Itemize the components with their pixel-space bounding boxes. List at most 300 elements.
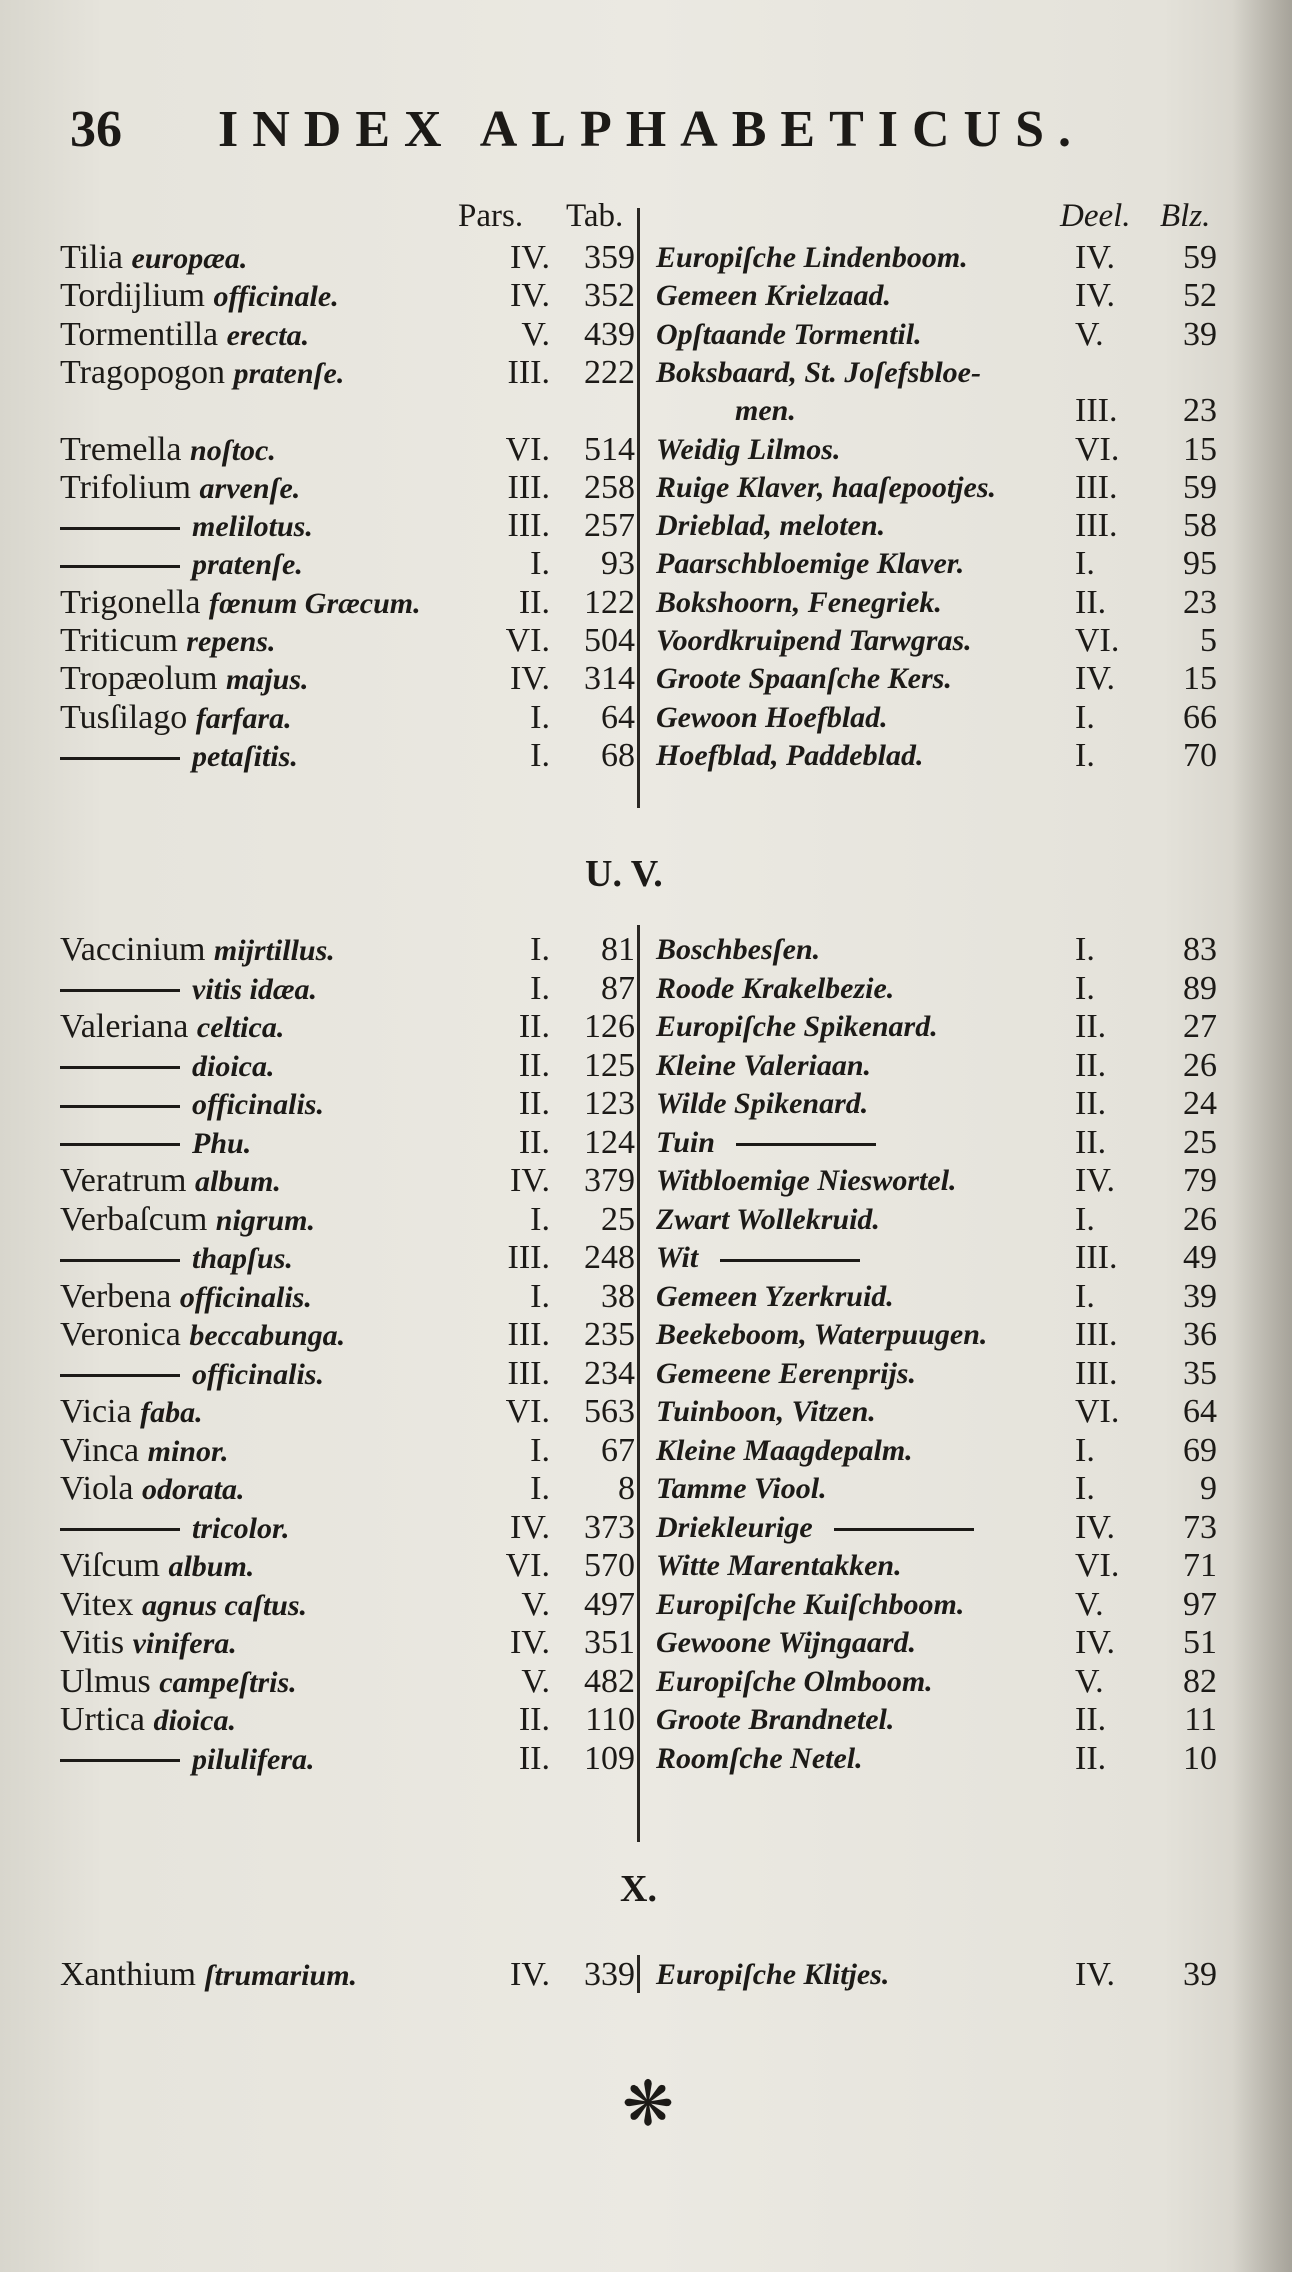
- index-row: [0, 1123, 1292, 1163]
- tab-value: 314: [584, 660, 635, 698]
- dutch-name: Gemeene Eerenprijs.: [656, 1356, 916, 1390]
- deel-value: V.: [1075, 1662, 1104, 1700]
- genus: Tropæolum: [60, 660, 218, 698]
- blz-value: 73: [1183, 1508, 1217, 1546]
- blz-value: 66: [1183, 698, 1217, 736]
- deel-value: I.: [1075, 698, 1095, 736]
- deel-value: IV.: [1075, 239, 1115, 276]
- dutch-name: Gemeen Yzerkruid.: [656, 1279, 894, 1313]
- species: mijrtillus.: [213, 934, 335, 967]
- dutch-name: Witte Marentakken.: [656, 1549, 902, 1582]
- pars-value: II.: [518, 583, 550, 621]
- species: agnus caſtus.: [142, 1588, 308, 1622]
- index-row: [0, 659, 1292, 699]
- ditto-dash: [60, 1528, 180, 1531]
- deel-value: IV.: [1075, 660, 1115, 698]
- blz-value: 15: [1183, 660, 1217, 698]
- latin-name: [60, 1585, 307, 1626]
- tab-value: 64: [601, 698, 635, 736]
- species: petaſitis.: [192, 739, 298, 773]
- latin-name: [60, 1084, 324, 1125]
- tab-value: 124: [584, 1123, 635, 1161]
- latin-name: [60, 1700, 236, 1741]
- ditto-dash: [60, 1259, 180, 1262]
- latin-name: [60, 1123, 251, 1164]
- pars-value: III.: [507, 1316, 550, 1353]
- index-row: [0, 1508, 1292, 1548]
- blz-value: 71: [1183, 1547, 1217, 1584]
- dutch-name: Voordkruipend Tarwgras.: [656, 624, 972, 657]
- index-row: [0, 1623, 1292, 1663]
- latin-name: [60, 1315, 345, 1356]
- tab-value: 8: [618, 1470, 635, 1507]
- ditto-dash: [60, 1374, 180, 1377]
- genus: Tremella: [60, 430, 182, 468]
- pars-value: I.: [530, 1277, 550, 1315]
- page-number: 36: [70, 101, 122, 158]
- latin-name: [60, 736, 298, 777]
- pars-value: IV.: [510, 1956, 550, 1993]
- deel-value: II.: [1075, 1046, 1107, 1084]
- dutch-name: Drieblad, meloten.: [656, 509, 886, 543]
- genus: Vaccinium: [60, 931, 206, 968]
- latin-name: [60, 276, 339, 317]
- pars-value: V.: [521, 1662, 550, 1700]
- latin-name: [60, 1546, 254, 1587]
- ditto-dash: [60, 1066, 180, 1069]
- ditto-dash: [60, 1143, 180, 1146]
- latin-name: [60, 353, 344, 394]
- deel-value: IV.: [1075, 1508, 1115, 1546]
- deel-value: II.: [1075, 1739, 1107, 1777]
- tab-value: 93: [601, 545, 635, 583]
- index-row: [0, 969, 1292, 1009]
- latin-name: [60, 468, 300, 509]
- tab-value: 497: [584, 1585, 635, 1623]
- index-row: [0, 468, 1292, 508]
- pars-value: II.: [518, 1008, 550, 1045]
- ditto-dash: [60, 565, 180, 568]
- latin-name: [60, 1238, 293, 1279]
- ditto-dash: [60, 1105, 180, 1108]
- pars-value: I.: [530, 1200, 550, 1238]
- species: dioica.: [192, 1049, 275, 1083]
- species: repens.: [186, 625, 276, 658]
- dutch-name: Bokshoorn, Fenegriek.: [656, 585, 942, 619]
- genus: Vitex: [60, 1585, 134, 1623]
- species: melilotus.: [192, 510, 313, 544]
- blz-value: 24: [1183, 1085, 1217, 1122]
- latin-name: [60, 1955, 357, 1996]
- blz-value: 23: [1183, 392, 1217, 430]
- deel-value: V.: [1075, 315, 1104, 353]
- pars-value: IV.: [510, 239, 550, 276]
- ornament-fleuron: ❋: [622, 2067, 674, 2140]
- index-row: [0, 1277, 1292, 1317]
- dutch-name: Europiſche Spikenard.: [656, 1010, 938, 1043]
- dutch-name: Tamme Viool.: [656, 1472, 827, 1505]
- index-row: [0, 391, 1292, 431]
- pars-value: IV.: [510, 1508, 550, 1546]
- blz-value: 89: [1183, 969, 1217, 1007]
- dutch-name: Europiſche Lindenboom.: [656, 241, 968, 274]
- deel-value: IV.: [1075, 1624, 1115, 1661]
- latin-name: [60, 583, 421, 624]
- running-header: [70, 100, 1120, 160]
- tab-value: 234: [584, 1354, 635, 1392]
- tab-value: 373: [584, 1508, 635, 1546]
- genus: Veratrum: [60, 1162, 187, 1199]
- blz-value: 97: [1183, 1585, 1217, 1623]
- pars-value: I.: [530, 931, 550, 968]
- pars-value: I.: [530, 969, 550, 1007]
- blz-value: 52: [1183, 277, 1217, 315]
- deel-value: III.: [1075, 392, 1118, 430]
- latin-name: [60, 1469, 245, 1510]
- pars-value: II.: [518, 1739, 550, 1777]
- tab-value: 125: [584, 1046, 635, 1084]
- index-row: [0, 315, 1292, 355]
- latin-name: [60, 1508, 290, 1549]
- deel-value: IV.: [1075, 1162, 1115, 1199]
- dutch-name: Zwart Wollekruid.: [656, 1202, 880, 1236]
- deel-value: IV.: [1075, 277, 1115, 315]
- deel-value: I.: [1075, 931, 1095, 968]
- latin-name: [60, 621, 275, 662]
- latin-name: [60, 1046, 275, 1087]
- genus: Triticum: [60, 622, 178, 659]
- species: pratenſe.: [192, 548, 303, 582]
- species: dioica.: [153, 1704, 236, 1737]
- pars-value: IV.: [510, 1162, 550, 1199]
- latin-name: [60, 1392, 203, 1433]
- deel-value: II.: [1075, 1085, 1107, 1122]
- species: fœnum Græcum.: [208, 586, 421, 620]
- pars-value: I.: [530, 736, 550, 774]
- dutch-name: Tuin: [656, 1123, 876, 1163]
- pars-value: I.: [530, 1431, 550, 1469]
- tab-value: 504: [584, 622, 635, 659]
- species: minor.: [147, 1434, 229, 1468]
- species: ſtrumarium.: [204, 1959, 358, 1992]
- genus: Viola: [60, 1470, 134, 1507]
- tab-value: 235: [584, 1316, 635, 1353]
- latin-name: [60, 969, 317, 1010]
- latin-name: [60, 1431, 229, 1472]
- blz-value: 49: [1183, 1239, 1217, 1276]
- index-row: [0, 1585, 1292, 1625]
- dutch-name: Boschbesſen.: [656, 933, 821, 966]
- species: erecta.: [226, 318, 310, 352]
- index-row: [0, 1662, 1292, 1702]
- genus: Urtica: [60, 1701, 145, 1738]
- pars-value: III.: [507, 1239, 550, 1276]
- pars-value: III.: [507, 1354, 550, 1392]
- deel-value: III.: [1075, 507, 1118, 545]
- genus: Valeriana: [60, 1008, 189, 1045]
- deel-value: I.: [1075, 1470, 1095, 1507]
- species: pilulifera.: [192, 1742, 315, 1776]
- blz-value: 95: [1183, 545, 1217, 583]
- index-row: [0, 1955, 1292, 1995]
- latin-name: [60, 1161, 281, 1202]
- genus: Tilia: [60, 239, 124, 276]
- species: odorata.: [142, 1473, 245, 1506]
- deel-value: I.: [1075, 969, 1095, 1007]
- dutch-name: Driekleurige: [656, 1508, 974, 1548]
- deel-value: III.: [1075, 1354, 1118, 1392]
- dutch-name: Boksbaard, St. Joſefsbloe-: [656, 355, 981, 389]
- species: arvenſe.: [199, 471, 301, 505]
- blz-value: 69: [1183, 1431, 1217, 1469]
- latin-name: [60, 1200, 315, 1241]
- dutch-name: Wilde Spikenard.: [656, 1087, 869, 1120]
- deel-value: VI.: [1075, 430, 1120, 468]
- species: officinalis.: [192, 1357, 324, 1391]
- blz-value: 35: [1183, 1354, 1217, 1392]
- genus: Veronica: [60, 1316, 181, 1353]
- index-row: [0, 430, 1292, 470]
- deel-value: V.: [1075, 1585, 1104, 1623]
- dutch-name: Paarschbloemige Klaver.: [656, 547, 965, 581]
- index-row: [0, 698, 1292, 738]
- tab-value: 339: [584, 1956, 635, 1993]
- dutch-name: Wit: [656, 1238, 860, 1278]
- pars-header: Pars.: [458, 198, 524, 234]
- latin-name: [60, 315, 309, 356]
- latin-name: [60, 1662, 297, 1703]
- index-row: [0, 238, 1292, 278]
- index-row: [0, 621, 1292, 661]
- tab-value: 570: [584, 1547, 635, 1584]
- pars-value: V.: [521, 315, 550, 353]
- dutch-name: Europiſche Klitjes.: [656, 1958, 890, 1991]
- deel-header: Deel.: [1060, 198, 1131, 234]
- dutch-name: Witbloemige Nieswortel.: [656, 1164, 957, 1197]
- blz-value: 25: [1183, 1123, 1217, 1161]
- latin-name: [60, 238, 247, 279]
- deel-value: III.: [1075, 468, 1118, 506]
- ditto-dash: [60, 1759, 180, 1762]
- genus: Tordijlium: [60, 277, 205, 315]
- deel-value: VI.: [1075, 1393, 1120, 1430]
- species: Phu.: [192, 1126, 252, 1160]
- pars-value: III.: [507, 468, 550, 506]
- blz-value: 36: [1183, 1316, 1217, 1353]
- deel-value: I.: [1075, 1431, 1095, 1469]
- dutch-name: Groote Spaanſche Kers.: [656, 662, 952, 696]
- species: beccabunga.: [189, 1319, 346, 1352]
- species: album.: [168, 1550, 255, 1583]
- index-row: [0, 736, 1292, 776]
- ditto-dash: [60, 527, 180, 530]
- dutch-name: Hoefblad, Paddeblad.: [656, 738, 924, 772]
- ditto-dash: [60, 989, 180, 992]
- species: vinifera.: [132, 1627, 237, 1660]
- blz-value: 70: [1183, 736, 1217, 774]
- dutch-name: Kleine Valeriaan.: [656, 1048, 872, 1082]
- index-row: [0, 1238, 1292, 1278]
- index-row: [0, 276, 1292, 316]
- tab-value: 123: [584, 1085, 635, 1122]
- species: officinalis.: [179, 1280, 312, 1314]
- tab-value: 109: [584, 1739, 635, 1777]
- blz-value: 15: [1183, 430, 1217, 468]
- dutch-name: Europiſche Olmboom.: [656, 1664, 933, 1698]
- latin-name: [60, 544, 303, 585]
- pars-value: I.: [530, 698, 550, 736]
- tab-value: 352: [584, 277, 635, 315]
- dutch-name: Tuinboon, Vitzen.: [656, 1395, 876, 1428]
- dutch-name: Ruige Klaver, haaſepootjes.: [656, 470, 996, 504]
- pars-value: I.: [530, 1470, 550, 1507]
- section-letter-uv: U. V.: [585, 853, 663, 895]
- genus: Vinca: [60, 1431, 140, 1469]
- pars-value: VI.: [505, 1393, 550, 1430]
- blz-value: 58: [1183, 507, 1217, 545]
- blz-value: 26: [1183, 1046, 1217, 1084]
- index-row: [0, 1046, 1292, 1086]
- tab-value: 126: [584, 1008, 635, 1045]
- pars-value: V.: [521, 1585, 550, 1623]
- species: thapſus.: [192, 1242, 293, 1275]
- tab-value: 67: [601, 1431, 635, 1469]
- tab-value: 248: [584, 1239, 635, 1276]
- latin-name: [60, 1277, 312, 1318]
- dutch-name: Roode Krakelbezie.: [656, 971, 895, 1005]
- genus: Trigonella: [60, 583, 201, 621]
- deel-value: IV.: [1075, 1956, 1115, 1993]
- deel-value: II.: [1075, 1123, 1107, 1161]
- tab-value: 68: [601, 736, 635, 774]
- pars-value: III.: [507, 507, 550, 545]
- index-row: [0, 1431, 1292, 1471]
- pars-value: II.: [518, 1123, 550, 1161]
- latin-name: [60, 930, 335, 971]
- genus: Tormentilla: [60, 315, 219, 353]
- blz-value: 27: [1183, 1008, 1217, 1045]
- blz-value: 79: [1183, 1162, 1217, 1199]
- index-row: [0, 544, 1292, 584]
- index-row: [0, 583, 1292, 623]
- genus: Vitis: [60, 1624, 125, 1661]
- dutch-name: Gemeen Krielzaad.: [656, 279, 891, 313]
- deel-value: III.: [1075, 1239, 1118, 1276]
- genus: Xanthium: [60, 1956, 196, 1993]
- species: officinale.: [213, 280, 339, 314]
- dutch-name: Groote Brandnetel.: [656, 1703, 895, 1736]
- blz-value: 64: [1183, 1393, 1217, 1430]
- dutch-name: Weidig Lilmos.: [656, 432, 841, 466]
- tab-value: 563: [584, 1393, 635, 1430]
- tab-value: 439: [584, 315, 635, 353]
- tab-value: 222: [584, 353, 635, 391]
- pars-value: VI.: [505, 622, 550, 659]
- genus: Trifolium: [60, 468, 192, 506]
- latin-name: [60, 506, 313, 547]
- species: pratenſe.: [233, 356, 345, 390]
- ditto-dash: [720, 1259, 860, 1262]
- index-row: [0, 1469, 1292, 1509]
- species: nigrum.: [215, 1203, 315, 1237]
- dutch-name: Gewoone Wijngaard.: [656, 1626, 917, 1659]
- dutch-name: Opſtaande Tormentil.: [656, 317, 922, 351]
- index-row: [0, 1546, 1292, 1586]
- genus: Verbena: [60, 1277, 172, 1315]
- pars-value: I.: [530, 545, 550, 583]
- tab-value: 379: [584, 1162, 635, 1199]
- index-row: [0, 1392, 1292, 1432]
- species: vitis idæa.: [192, 972, 317, 1006]
- index-row: [0, 1315, 1292, 1355]
- genus: Vicia: [60, 1393, 132, 1430]
- tab-value: 351: [584, 1624, 635, 1661]
- deel-value: I.: [1075, 1200, 1095, 1238]
- tab-value: 482: [584, 1662, 635, 1700]
- pars-value: IV.: [510, 1624, 550, 1661]
- blz-value: 10: [1183, 1739, 1217, 1777]
- blz-value: 26: [1183, 1200, 1217, 1238]
- latin-name: [60, 1623, 237, 1664]
- blz-header: Blz.: [1160, 198, 1211, 234]
- blz-value: 59: [1183, 468, 1217, 506]
- ditto-dash: [834, 1528, 974, 1531]
- tab-value: 110: [585, 1701, 635, 1738]
- genus: Viſcum: [60, 1547, 160, 1584]
- species: tricolor.: [192, 1511, 290, 1545]
- section-letter-x: X.: [620, 1868, 657, 1910]
- tab-value: 87: [601, 969, 635, 1007]
- genus: Tragopogon: [60, 353, 225, 391]
- pars-value: II.: [518, 1046, 550, 1084]
- deel-value: VI.: [1075, 1547, 1120, 1584]
- pars-value: IV.: [510, 660, 550, 698]
- pars-value: II.: [518, 1701, 550, 1738]
- latin-name: [60, 430, 276, 471]
- blz-value: 39: [1183, 1277, 1217, 1315]
- deel-value: II.: [1075, 1008, 1107, 1045]
- ditto-dash: [60, 757, 180, 760]
- latin-name: [60, 1739, 315, 1780]
- species: campeſtris.: [159, 1665, 297, 1699]
- tab-value: 257: [584, 507, 635, 545]
- deel-value: VI.: [1075, 622, 1120, 659]
- section-heading-uv: [0, 852, 1292, 902]
- tab-value: 38: [601, 1277, 635, 1315]
- column-headers: [0, 198, 1292, 238]
- index-row: [0, 353, 1292, 393]
- index-row: [0, 506, 1292, 546]
- species: celtica.: [196, 1011, 285, 1044]
- index-row: [0, 1700, 1292, 1740]
- blz-value: 39: [1183, 1956, 1217, 1993]
- index-row: [0, 1200, 1292, 1240]
- tab-value: 359: [584, 239, 635, 276]
- species: majus.: [225, 663, 309, 697]
- dutch-name: Kleine Maagdepalm.: [656, 1433, 913, 1467]
- deel-value: II.: [1075, 1701, 1107, 1738]
- deel-value: II.: [1075, 583, 1107, 621]
- species: officinalis.: [192, 1088, 324, 1121]
- section-heading-x: [0, 1867, 1292, 1917]
- tab-value: 81: [601, 931, 635, 968]
- blz-value: 11: [1184, 1701, 1217, 1738]
- tab-value: 122: [584, 583, 635, 621]
- index-row: [0, 1354, 1292, 1394]
- blz-value: 82: [1183, 1662, 1217, 1700]
- deel-value: III.: [1075, 1316, 1118, 1353]
- latin-name: [60, 698, 292, 739]
